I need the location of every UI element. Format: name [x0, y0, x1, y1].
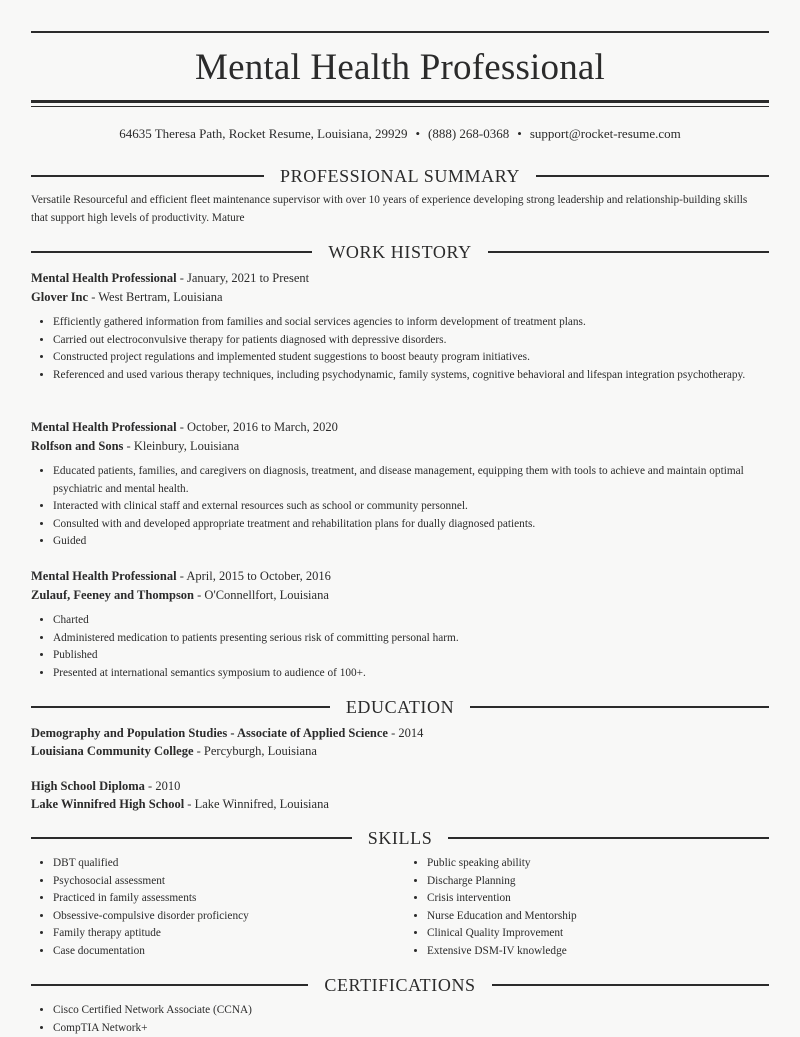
skill-item: • Extensive DSM-IV knowledge	[427, 943, 767, 961]
skills-list-right	[405, 855, 767, 961]
education-degree: Demography and Population Studies - Associate of Applied Science	[31, 726, 388, 740]
job-bullet: • Presented at international semantics symposium to audience of 100+.	[53, 665, 783, 683]
job-company: Glover Inc	[31, 290, 89, 304]
job-bullet: • Efficiently gathered information from families and social services agencies to inform development of treatment plans.	[53, 314, 783, 332]
job-bullets	[31, 314, 783, 384]
skill-item: • Obsessive-compulsive disorder proficiency	[53, 908, 393, 926]
heading-rule	[448, 837, 769, 838]
skills-list-left	[31, 855, 393, 961]
title-rule-lower	[31, 106, 769, 107]
job-company-line	[31, 586, 329, 604]
heading-rule	[488, 251, 769, 252]
section-heading-education	[31, 695, 769, 719]
job-dates: - October, 2016 to March, 2020	[176, 420, 338, 434]
skill-item: • DBT qualified	[53, 855, 393, 873]
education-degree: High School Diploma	[31, 779, 145, 793]
job-company-line	[31, 437, 239, 455]
job-bullet: • Referenced and used various therapy techniques, including psychodynamic, family systems, cognitive behavioral and lifespan integration psychotherapy.	[53, 367, 783, 385]
skill-item: • Family therapy aptitude	[53, 925, 393, 943]
skill-item: • Discharge Planning	[427, 873, 767, 891]
job-bullet: • Interacted with clinical staff and external resources such as school or community personnel.	[53, 498, 783, 516]
job-bullets	[31, 463, 783, 551]
skill-item: • Nurse Education and Mentorship	[427, 908, 767, 926]
section-heading-summary	[31, 164, 769, 188]
education-school: Louisiana Community College	[31, 744, 194, 758]
heading-rule	[536, 175, 769, 176]
top-rule	[31, 31, 769, 33]
job-title-line	[31, 418, 338, 436]
section-title: SKILLS	[367, 827, 433, 848]
contact-address: 64635 Theresa Path, Rocket Resume, Louisiana, 29929	[119, 126, 408, 141]
job-location: - Kleinbury, Louisiana	[123, 439, 240, 453]
certifications-list	[31, 1002, 783, 1037]
heading-rule	[492, 984, 769, 985]
heading-rule	[31, 984, 308, 985]
job-dates: - April, 2015 to October, 2016	[176, 569, 331, 583]
job-location: - West Bertram, Louisiana	[88, 290, 223, 304]
job-title-line	[31, 269, 309, 287]
job-bullet: • Educated patients, families, and caregivers on diagnosis, treatment, and disease management, equipping them with tools to achieve and maintain optimal psychiatric and mental health.	[53, 463, 783, 498]
summary-text: Versatile Resourceful and efficient fleet maintenance supervisor with over 10 years of experience developing strong leadership and relationship-building skills that support high levels of productivity. Mature	[31, 194, 748, 224]
section-title: CERTIFICATIONS	[324, 974, 476, 995]
education-school: Lake Winnifred High School	[31, 797, 185, 811]
education-year: - 2014	[387, 726, 424, 740]
contact-line	[0, 125, 800, 143]
section-heading-skills	[31, 826, 769, 850]
section-title: PROFESSIONAL SUMMARY	[280, 165, 520, 186]
heading-rule	[31, 837, 352, 838]
job-bullet: • Guided	[53, 533, 783, 551]
job-bullet: • Charted	[53, 612, 783, 630]
skill-item: • Case documentation	[53, 943, 393, 961]
heading-rule	[31, 706, 330, 707]
job-dates: - January, 2021 to Present	[176, 271, 310, 285]
job-company-line	[31, 288, 223, 306]
education-degree-line	[31, 777, 180, 795]
job-company: Rolfson and Sons	[31, 439, 124, 453]
contact-phone: (888) 268-0368	[428, 126, 510, 141]
education-year: - 2010	[144, 779, 181, 793]
job-title: Mental Health Professional	[31, 271, 177, 285]
certification-item: • CompTIA Network+	[53, 1020, 783, 1037]
contact-separator: •	[517, 126, 522, 141]
job-bullets	[31, 612, 783, 682]
job-title-line	[31, 567, 331, 585]
heading-rule	[470, 706, 769, 707]
heading-rule	[31, 251, 312, 252]
skill-item: • Clinical Quality Improvement	[427, 925, 767, 943]
education-degree-line	[31, 724, 423, 742]
education-school-line	[31, 742, 317, 760]
job-company: Zulauf, Feeney and Thompson	[31, 588, 195, 602]
job-bullet: • Published	[53, 647, 783, 665]
education-school-line	[31, 795, 329, 813]
job-title: Mental Health Professional	[31, 569, 177, 583]
heading-rule	[31, 175, 264, 176]
section-heading-work-history	[31, 240, 769, 264]
section-title: EDUCATION	[345, 696, 455, 717]
skill-item: • Public speaking ability	[427, 855, 767, 873]
contact-separator: •	[415, 126, 420, 141]
job-title: Mental Health Professional	[31, 420, 177, 434]
section-heading-certifications	[31, 973, 769, 997]
certification-item: • Cisco Certified Network Associate (CCNA)	[53, 1002, 783, 1020]
skill-item: • Psychosocial assessment	[53, 873, 393, 891]
education-location: - Percyburgh, Louisiana	[193, 744, 317, 758]
education-location: - Lake Winnifred, Louisiana	[184, 797, 329, 811]
contact-email: support@rocket-resume.com	[529, 126, 681, 141]
job-bullet: • Constructed project regulations and implemented student suggestions to boost beauty program initiatives.	[53, 349, 783, 367]
job-bullet: • Carried out electroconvulsive therapy for patients diagnosed with depressive disorders.	[53, 332, 783, 350]
skill-item: • Practiced in family assessments	[53, 890, 393, 908]
section-title: WORK HISTORY	[328, 241, 472, 262]
title-rule-upper	[31, 100, 769, 103]
job-location: - O'Connellfort, Louisiana	[194, 588, 329, 602]
job-bullet: • Administered medication to patients presenting serious risk of committing personal harm.	[53, 630, 783, 648]
resume-title: Mental Health Professional	[194, 47, 606, 88]
job-bullet: • Consulted with and developed appropriate treatment and rehabilitation plans for dually diagnosed patients.	[53, 516, 783, 534]
skill-item: • Crisis intervention	[427, 890, 767, 908]
